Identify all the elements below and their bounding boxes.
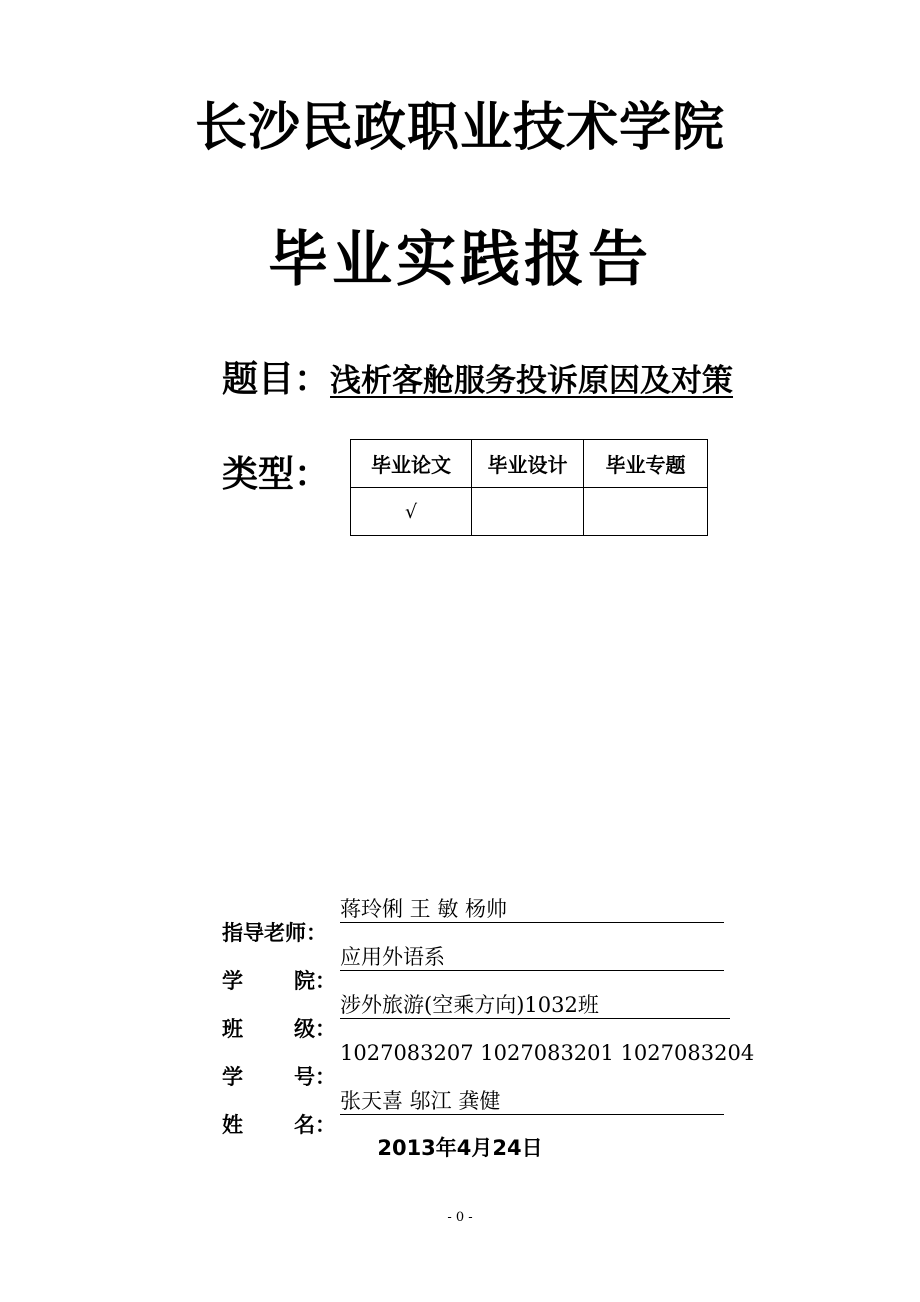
type-mark-special (584, 488, 708, 536)
advisor-underline (340, 922, 724, 923)
page-number: - 0 - (447, 1210, 473, 1225)
class-value: 涉外旅游(空乘方向)1032班 (340, 993, 599, 1017)
type-mark-design (472, 488, 584, 536)
college-underline (340, 970, 724, 971)
class-underline (340, 1018, 730, 1019)
advisor-value: 蒋玲俐 王 敏 杨帅 (340, 897, 508, 921)
college-row: 学 院： 应用外语系 (222, 940, 732, 974)
topic-row (222, 355, 733, 411)
report-title: 毕业实践报告 (268, 225, 652, 295)
student-id-row: 学 号： 1027083207 1027083201 1027083204 (222, 1036, 732, 1070)
type-table (350, 439, 708, 536)
type-header-thesis: 毕业论文 (351, 440, 472, 488)
type-mark-thesis: √ (351, 488, 472, 536)
report-date: 2013年4月24日 (377, 1136, 543, 1160)
topic-value: 浅析客舱服务投诉原因及对策 (330, 363, 734, 399)
type-label: 类型： (222, 454, 331, 495)
type-table-mark-row (351, 488, 708, 536)
type-header-design: 毕业设计 (472, 440, 584, 488)
school-name: 长沙民政职业技术学院 (194, 98, 725, 158)
college-value: 应用外语系 (340, 945, 445, 969)
name-underline (340, 1114, 724, 1115)
name-row: 姓 名： 张天喜 邬江 龚健 (222, 1084, 732, 1118)
type-header-special: 毕业专题 (584, 440, 708, 488)
topic-label: 题目： (222, 359, 331, 400)
advisor-row: 指导老师： 蒋玲俐 王 敏 杨帅 (222, 892, 732, 926)
class-row: 班 级： 涉外旅游(空乘方向)1032班 (222, 988, 732, 1022)
name-value: 张天喜 邬江 龚健 (340, 1089, 501, 1113)
student-id-value: 1027083207 1027083201 1027083204 (340, 1041, 755, 1065)
type-table-header-row (351, 440, 708, 488)
